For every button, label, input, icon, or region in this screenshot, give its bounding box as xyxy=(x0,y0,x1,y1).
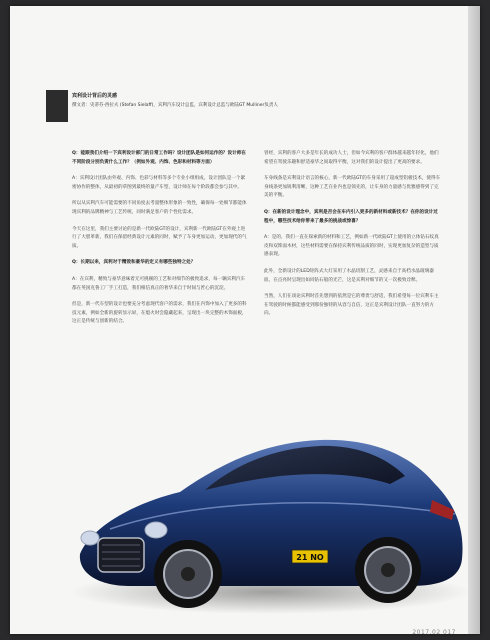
paragraph: 当然，人们在谈论宾利时首先想到的依然是它的尊贵与舒适，我们希望每一位宾利车主在驾驶的时候都能感受到那份独特的从容与自信，这正是宾利设计团队一直努力的方向。 xyxy=(264,294,439,317)
front-wheel xyxy=(154,540,222,608)
paragraph: Q：长期以来，宾利对于精致和豪华的定义有哪些独特之处？ xyxy=(72,260,196,266)
article-title: 宾利设计背后的灵感 xyxy=(72,93,118,99)
paragraph: 曾经，宾利的客户大多是年长的成功人士，但如今宾利的客户群体越来越年轻化，他们希望在驾驶乐趣和舒适豪华之间取得平衡，这对我们的设计提出了更高的要求。 xyxy=(264,151,439,165)
paragraph: Q：在新的设计理念中，宾利是否会在车内引入更多的新材料或新技术？在你的设计过程中，哪些技术给你带来了最多的挑战或惊喜？ xyxy=(264,209,438,224)
paragraph: A：在宾利，精致与豪华意味着无可挑剔的工艺和对细节的极致追求，每一辆宾利汽车都在英国克鲁工厂手工打造，我们相信真正的奢华来自于时间与匠心的沉淀。 xyxy=(72,276,246,291)
rear-wheel xyxy=(355,537,421,603)
page-folio: 2017.02 017 xyxy=(412,629,456,634)
left-column xyxy=(72,150,248,335)
article-byline: 撰文者：史蒂芬·西拉夫 (Stefan Sielaff)，宾利汽车设计总监，宾利设计总监与欧陆GT Mulliner负责人 xyxy=(72,103,278,108)
headlight-left xyxy=(81,531,99,545)
paragraph: 但是，新一代车型的设计也要充分考虑现代客户的需求，我们在内饰中加入了更多的科技元素，例如全新的旋转显示屏，在熄火时会隐藏起来，呈现出一块完整的木饰面板，这正是传统与创新的结合。 xyxy=(72,302,247,325)
paragraph: A：宾利设计团队由外观、内饰、色彩与材料等多个专业小组组成，设计团队是一个紧密协作的整体，从最初的草图到最终的量产车型，设计师在每个阶段都会参与其中。 xyxy=(72,176,246,190)
right-column xyxy=(264,150,442,327)
paragraph: 所以从宾利汽车可能需要的不同角度去考量整体形象的一致性，确保每一处细节都能体现宾利的品牌精神与工艺传统，同时满足客户的个性化需求。 xyxy=(72,201,247,215)
paragraph: 今天在这里，我们主要讨论的是新一代欧陆GT的设计，宾利新一代欧陆GT在外观上进行了大胆革新，我们在保留经典设计元素的同时，赋予了车身更加运动、更加现代的气质。 xyxy=(72,226,247,249)
headlight-right xyxy=(145,522,167,538)
paragraph: 此外，全新设计的LED矩阵式大灯采用了水晶切割工艺，灵感来自于高档水晶玻璃器皿，在点亮时呈现出如同钻石般的光芒，这是宾利对细节的又一次极致诠释。 xyxy=(264,268,434,283)
front-grille xyxy=(98,538,144,572)
magazine-page xyxy=(10,6,480,634)
paragraph: 车身线条是宾利设计语言的核心，新一代欧陆GT的车身采用了超成型铝板技术，使得车身线条更加锐利清晰，这种工艺在业内也是领先的，让车身的力量感与优雅感得到了完美的平衡。 xyxy=(264,176,441,199)
license-plate: 21 NO xyxy=(296,553,324,562)
header-accent-block xyxy=(46,90,68,122)
paragraph: Q：能跟我们介绍一下宾利设计部门的日常工作吗？设计团队是如何运作的？设计师在不同阶段分别负责什么工作？（例如外观、内饰、色彩和材料等方面） xyxy=(72,151,246,165)
paragraph: A：是的，我们一直在探索新的材料和工艺，例如新一代欧陆GT上使用的立体钻石纹真皮和双饰面木材，这些材料需要在保持宾利传统品质的同时，实现更加复杂的造型与质感表现。 xyxy=(264,235,439,258)
car-photo xyxy=(70,324,470,624)
